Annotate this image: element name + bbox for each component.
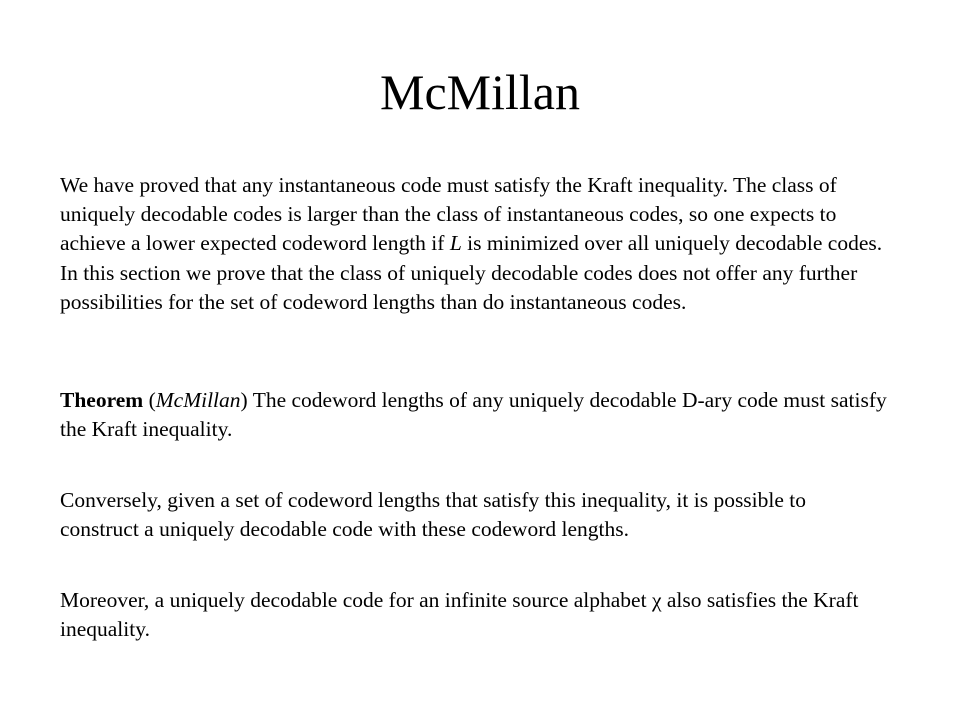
intro-text-a: We have proved that any instantaneous code must satisfy the Kraft inequality. The class of uniquely decodable codes is larger than the class of instantaneous codes, so one expects to achieve a lower expected codeword length if [60, 173, 837, 256]
intro-paragraph [60, 171, 890, 317]
variable-L: L [449, 231, 462, 256]
slide-title: McMillan [380, 64, 580, 120]
converse-paragraph: Conversely, given a set of codeword lengths that satisfy this inequality, it is possible to construct a uniquely decodable code with these codeword lengths. [60, 488, 807, 542]
theorem-paragraph [60, 386, 890, 444]
infinite-alphabet-paragraph: Moreover, a uniquely decodable code for an infinite source alphabet χ also satisfies the Kraft inequality. [60, 588, 859, 642]
theorem-open-paren: ( [143, 388, 156, 412]
theorem-label: Theorem [60, 388, 144, 412]
theorem-body: ) The codeword lengths of any uniquely decodable D-ary code must satisfy the Kraft inequality. [60, 388, 887, 442]
intro-text-b: is minimized over all uniquely decodable codes. In this section we prove that the class of uniquely decodable codes does not offer any further possibilities for the set of codeword lengths than do instantaneous codes. [60, 231, 883, 314]
theorem-name: McMillan [155, 388, 241, 412]
